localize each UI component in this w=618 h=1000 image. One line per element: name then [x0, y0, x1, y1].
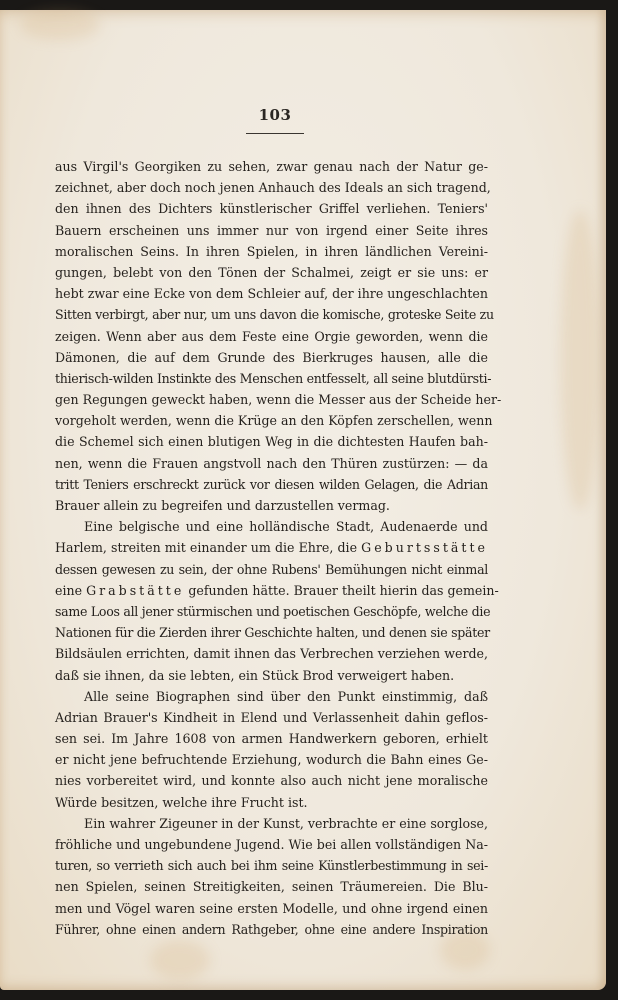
text-line: daß sie ihnen, da sie lebten, ein Stück Brod verweigert haben.: [55, 667, 455, 683]
text-line: zeigen. Wenn aber aus dem Feste eine Orgie geworden, wenn die: [55, 328, 488, 344]
page-number-rule: [246, 133, 304, 134]
text-line: Dämonen, die auf dem Grunde des Bierkruges hausen, alle die: [55, 349, 488, 365]
text-line: Führer, ohne einen andern Rathgeber, ohne eine andere Inspiration: [55, 921, 488, 937]
text-line: Würde besitzen, welche ihre Frucht ist.: [55, 794, 308, 810]
text-line: moralischen Seins. In ihren Spielen, in ihren ländlichen Vereini-: [55, 243, 488, 259]
text-line: [55, 537, 488, 558]
text-line: gen Regungen geweckt haben, wenn die Messer aus der Scheide her-: [55, 392, 502, 408]
text-line: sen sei. Im Jahre 1608 von armen Handwerkern geboren, erhielt: [55, 731, 488, 747]
paragraph-start-line: Ein wahrer Zigeuner in der Kunst, verbrachte er eine sorglose,: [84, 815, 488, 831]
text-line: nen, wenn die Frauen angstvoll nach den Thüren zustürzen: — da: [55, 455, 488, 471]
paragraph-start-line: Alle seine Biographen sind über den Punkt einstimmig, daß: [84, 688, 488, 704]
page-number: 103: [258, 106, 292, 124]
text-line: Nationen für die Zierden ihrer Geschichte halten, und denen sie später: [55, 625, 490, 641]
text-line: Bildsäulen errichten, damit ihnen das Verbrechen verziehen werde,: [55, 646, 488, 662]
text-line: men und Vögel waren seine ersten Modelle, und ohne irgend einen: [55, 900, 488, 916]
text-line: hebt zwar eine Ecke von dem Schleier auf, der ihre ungeschlachten: [55, 286, 488, 302]
text-line: nen Spielen, seinen Streitigkeiten, seinen Träumereien. Die Blu-: [55, 879, 488, 895]
text-line: zeichnet, aber doch noch jenen Anhauch des Ideals an sich tragend,: [55, 180, 491, 196]
emphasized-word: Geburtsstätte: [361, 540, 488, 556]
text-line: Bauern erscheinen uns immer nur von irgend einer Seite ihres: [55, 222, 488, 238]
body-text: [55, 156, 502, 940]
text-line: fröhliche und ungebundene Jugend. Wie bei allen vollständigen Na-: [55, 837, 488, 852]
paper-stain: [560, 210, 600, 510]
text-line: turen, so verrieth sich auch bei ihm seine Künstlerbestimmung in sei-: [55, 858, 488, 874]
text-line: thierisch-wilden Instinkte des Menschen entfesselt, all seine blutdürsti-: [55, 370, 492, 386]
text-line: dessen gewesen zu sein, der ohne Rubens' Bemühungen nicht einmal: [55, 561, 488, 577]
emphasized-word: Grabstätte: [86, 582, 185, 598]
book-page: [0, 10, 606, 990]
text-line: [55, 580, 499, 601]
text-line: er nicht jene befruchtende Erziehung, wodurch die Bahn eines Ge-: [55, 752, 488, 768]
text-line: nies vorbereitet wird, und konnte also auch nicht jene moralische: [55, 773, 488, 789]
text-line: vorgeholt werden, wenn die Krüge an den Köpfen zerschellen, wenn: [55, 413, 493, 429]
text-fragment: eine: [55, 582, 83, 598]
text-line: den ihnen des Dichters künstlerischer Griffel verliehen. Teniers': [55, 201, 488, 217]
text-line: Adrian Brauer's Kindheit in Elend und Verlassenheit dahin geflos-: [55, 709, 488, 725]
paragraph-start-line: Eine belgische und eine holländische Stadt, Audenaerde und: [84, 519, 488, 535]
text-line: Brauer allein zu begreifen und darzustellen vermag.: [55, 498, 390, 513]
text-line: aus Virgil's Georgiken zu sehen, zwar genau nach der Natur ge-: [55, 159, 488, 174]
text-fragment: gefunden hätte. Brauer theilt hierin das gemein-: [188, 582, 499, 598]
text-line: Sitten verbirgt, aber nur, um uns davon die komische, groteske Seite zu: [55, 307, 494, 323]
text-line: die Schemel sich einen blutigen Weg in die dichtesten Haufen bah-: [55, 434, 488, 450]
text-line: gungen, belebt von den Tönen der Schalmei, zeigt er sie uns: er: [55, 264, 488, 280]
paper-stain: [20, 10, 100, 40]
paper-stain: [150, 940, 210, 980]
text-line: tritt Teniers erschreckt zurück vor diesen wilden Gelagen, die Adrian: [55, 476, 488, 492]
text-fragment: Harlem, streiten mit einander um die Ehre, die: [55, 540, 358, 556]
text-line: same Loos all jener stürmischen und poetischen Geschöpfe, welche die: [55, 603, 491, 619]
